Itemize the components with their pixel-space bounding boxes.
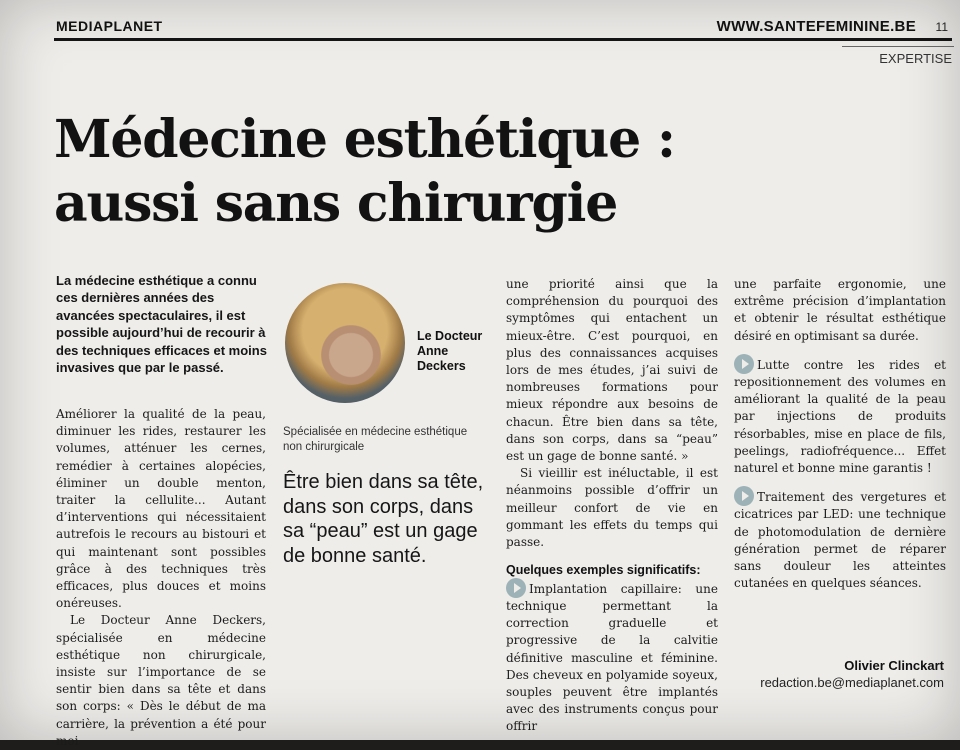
play-circle-icon: [734, 486, 754, 506]
doctor-portrait: [285, 283, 405, 403]
list-item: [506, 581, 718, 736]
article-title: [54, 108, 874, 236]
article-lead: La médecine esthétique a connu ces dernières années des avancées spectaculaires, il est possible aujourd’hui de recourir à des techniques efficaces et moins invasives que par le passé.: [56, 273, 267, 376]
author-name: Olivier Clinckart: [844, 658, 944, 673]
play-circle-icon: [506, 578, 526, 598]
column-4: [734, 276, 946, 592]
list-item: [734, 489, 946, 592]
examples-subhead: Quelques exemples significatifs:: [506, 563, 701, 578]
header-rule: [54, 38, 952, 41]
play-circle-icon: [734, 354, 754, 374]
title-line-2: aussi sans chirurgie: [54, 173, 618, 234]
publisher-name: MEDIAPLANET: [56, 18, 163, 34]
title-line-1: Médecine esthétique :: [54, 109, 675, 170]
page-number: 11: [935, 20, 948, 34]
paragraph: Le Docteur Anne Deckers, spécialisée en médecine esthétique non chirurgicale, insiste sur l’importance de se sentir bien dans sa tête et dans son corps: « Dès le début de ma carrière, la prévention a été pour moi: [56, 613, 266, 748]
portrait-caption: Spécialisée en médecine esthétique non chirurgicale: [283, 426, 468, 453]
author-email[interactable]: redaction.be@mediaplanet.com: [760, 675, 944, 690]
column-1: [56, 406, 266, 750]
paragraph: Si vieillir est inéluctable, il est néanmoins possible d’offrir un meilleur confort de vie en gommant les effets du temps qui passe.: [506, 466, 718, 550]
paragraph: une parfaite ergonomie, une extrême précision d’implantation et obtenir le résultat esthétique désiré en optimisant sa durée.: [734, 277, 946, 343]
section-label: EXPERTISE: [879, 51, 952, 66]
list-item: [734, 357, 946, 477]
paragraph: Améliorer la qualité de la peau, diminuer les rides, restaurer les volumes, atténuer les cernes, remédier à certaines alopécies, éliminer un double menton, traiter la cellulite... Autant d’interventions qui nécessitaient autrefois le recours au bistouri et qui maintenant sont possibles grâce à des techniques très efficaces, plus douces et moins onéreuses.: [56, 407, 266, 611]
list-item-text: Lutte contre les rides et repositionnement des volumes en améliorant la qualité de la peau par injections de produits résorbables, mise en place de fils, peelings, radiofréquence... Effet naturel et bonne mine garantis !: [734, 357, 946, 476]
portrait-name: Le Docteur Anne Deckers: [417, 329, 483, 373]
list-item-text: Traitement des vergetures et cicatrices par LED: une technique de photomodulation de dernière génération permet de réparer sans douleur les atteintes cutanées en quelques séances.: [734, 490, 946, 591]
pull-quote: Être bien dans sa tête, dans son corps, dans sa “peau” est un gage de bonne santé.: [283, 471, 484, 567]
website-url[interactable]: WWW.SANTEFEMININE.BE: [716, 18, 916, 35]
section-divider: [842, 46, 954, 47]
list-item-text: Implantation capillaire: une technique permettant la correction graduelle et progressive de la calvitie définitive masculine et féminine. Des cheveux en polyamide soyeux, souples peuvent être implantés avec des instruments conçus pour offrir: [506, 581, 718, 734]
paragraph: une priorité ainsi que la compréhension du pourquoi des symptômes qui entachent un mieux-être. C’est pourquoi, en plus des connaissances acquises lors de mes études, j’ai suivi de nombreuses formations pour mieux répondre aux besoins de chacun. Être bien dans sa tête, dans son corps, dans sa “peau” est un gage de bonne santé. »: [506, 277, 718, 464]
column-3: [506, 276, 718, 736]
